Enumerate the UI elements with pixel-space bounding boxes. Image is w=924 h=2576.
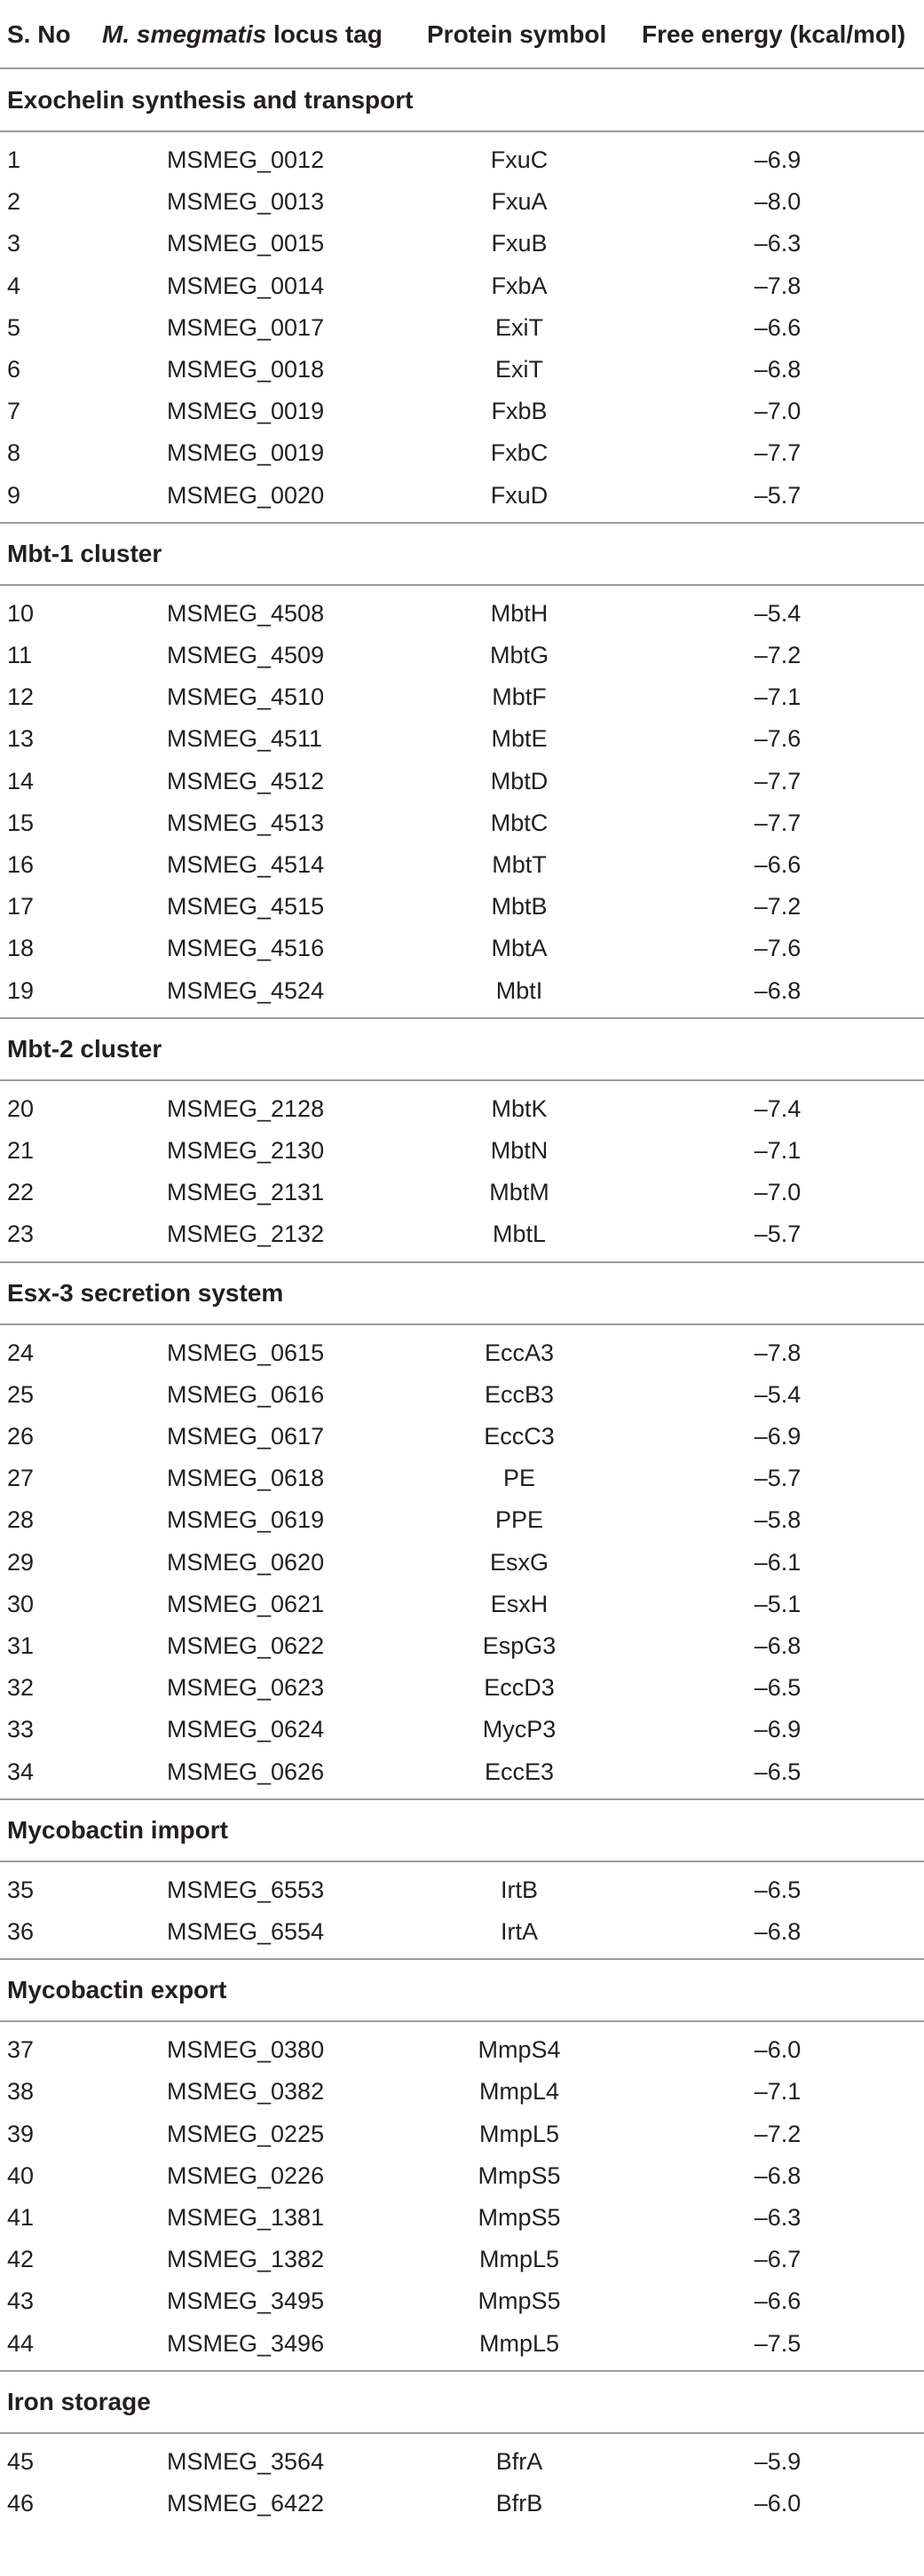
table-row bbox=[0, 2239, 924, 2280]
cell-sno: 9 bbox=[7, 481, 21, 509]
cell-locus-tag: MSMEG_3496 bbox=[167, 2329, 325, 2357]
cell-sno: 15 bbox=[7, 809, 35, 836]
cell-protein-symbol: MbtB bbox=[491, 893, 548, 921]
cell-free-energy: –6.9 bbox=[754, 1423, 802, 1450]
cell-free-energy: –5.7 bbox=[754, 481, 802, 509]
cell-free-energy: –6.9 bbox=[754, 146, 802, 173]
table-row bbox=[0, 1667, 924, 1709]
cell-free-energy: –6.0 bbox=[754, 2490, 802, 2517]
cell-sno: 8 bbox=[7, 439, 21, 467]
table-row bbox=[0, 1374, 924, 1416]
table-row bbox=[0, 718, 924, 760]
cell-protein-symbol: MmpL5 bbox=[478, 2329, 560, 2357]
table-row bbox=[0, 1499, 924, 1541]
table-row bbox=[0, 265, 924, 307]
table-row bbox=[0, 2029, 924, 2071]
cell-free-energy: –6.3 bbox=[754, 230, 802, 257]
cell-sno: 26 bbox=[7, 1423, 35, 1450]
table-row bbox=[0, 2114, 924, 2155]
table-row bbox=[0, 1332, 924, 1374]
cell-locus-tag: MSMEG_0018 bbox=[167, 356, 325, 383]
cell-free-energy: –6.5 bbox=[754, 1674, 802, 1702]
cell-free-energy: –6.7 bbox=[754, 2246, 802, 2273]
table-row bbox=[0, 2155, 924, 2197]
cell-protein-symbol: MbtF bbox=[492, 684, 547, 711]
cell-free-energy: –7.6 bbox=[754, 935, 802, 962]
cell-protein-symbol: EccB3 bbox=[484, 1380, 555, 1408]
cell-protein-symbol: MycP3 bbox=[482, 1716, 557, 1743]
cell-protein-symbol: MmpS5 bbox=[478, 2288, 561, 2315]
cell-free-energy: –5.9 bbox=[754, 2447, 802, 2475]
cell-sno: 40 bbox=[7, 2161, 35, 2189]
cell-sno: 6 bbox=[7, 356, 21, 383]
cell-locus-tag: MSMEG_1381 bbox=[167, 2204, 325, 2231]
table-row bbox=[0, 886, 924, 928]
cell-locus-tag: MSMEG_4514 bbox=[167, 851, 325, 878]
cell-sno: 36 bbox=[7, 1918, 35, 1945]
table-row bbox=[0, 802, 924, 844]
header-locus-species: M. smegmatis bbox=[102, 20, 267, 48]
cell-sno: 23 bbox=[7, 1221, 35, 1248]
cell-protein-symbol: MbtE bbox=[491, 725, 548, 753]
cell-locus-tag: MSMEG_0380 bbox=[167, 2036, 325, 2064]
table-row bbox=[0, 181, 924, 223]
cell-protein-symbol: MbtH bbox=[490, 599, 549, 627]
cell-sno: 45 bbox=[7, 2447, 35, 2475]
cell-locus-tag: MSMEG_3564 bbox=[167, 2447, 325, 2475]
cell-sno: 22 bbox=[7, 1179, 35, 1206]
cell-protein-symbol: MmpL5 bbox=[478, 2120, 560, 2147]
table-row bbox=[0, 432, 924, 474]
cell-sno: 30 bbox=[7, 1590, 35, 1617]
table-row bbox=[0, 1130, 924, 1172]
cell-free-energy: –5.8 bbox=[754, 1506, 802, 1534]
cell-locus-tag: MSMEG_6553 bbox=[167, 1876, 325, 1903]
cell-free-energy: –7.5 bbox=[754, 2329, 802, 2357]
cell-locus-tag: MSMEG_0619 bbox=[167, 1506, 325, 1534]
cell-locus-tag: MSMEG_0020 bbox=[167, 481, 325, 509]
cell-sno: 39 bbox=[7, 2120, 35, 2147]
cell-locus-tag: MSMEG_2130 bbox=[167, 1137, 325, 1164]
cell-free-energy: –6.8 bbox=[754, 976, 802, 1004]
cell-free-energy: –6.8 bbox=[754, 356, 802, 383]
table-header bbox=[0, 0, 924, 69]
cell-locus-tag: MSMEG_0616 bbox=[167, 1380, 325, 1408]
cell-free-energy: –6.5 bbox=[754, 1758, 802, 1785]
table-row bbox=[0, 1213, 924, 1255]
rule-line bbox=[0, 2432, 924, 2434]
cell-protein-symbol: BfrA bbox=[495, 2447, 543, 2475]
cell-free-energy: –8.0 bbox=[754, 188, 802, 216]
cell-protein-symbol: EspG3 bbox=[482, 1632, 557, 1659]
cell-locus-tag: MSMEG_0017 bbox=[167, 313, 325, 341]
cell-sno: 1 bbox=[7, 146, 21, 173]
cell-locus-tag: MSMEG_4524 bbox=[167, 976, 325, 1004]
cell-sno: 42 bbox=[7, 2246, 35, 2273]
cell-protein-symbol: EccA3 bbox=[484, 1339, 555, 1366]
section-heading: Esx-3 secretion system bbox=[7, 1278, 284, 1307]
cell-protein-symbol: MbtT bbox=[492, 851, 547, 878]
table-row bbox=[0, 1542, 924, 1584]
cell-locus-tag: MSMEG_2128 bbox=[167, 1094, 325, 1122]
cell-sno: 38 bbox=[7, 2078, 35, 2106]
table-row bbox=[0, 1088, 924, 1130]
cell-locus-tag: MSMEG_3495 bbox=[167, 2288, 325, 2315]
cell-protein-symbol: FxuA bbox=[491, 188, 548, 216]
cell-locus-tag: MSMEG_0226 bbox=[167, 2161, 325, 2189]
cell-sno: 19 bbox=[7, 976, 35, 1004]
cell-free-energy: –6.8 bbox=[754, 1632, 802, 1659]
cell-free-energy: –7.7 bbox=[754, 439, 802, 467]
cell-protein-symbol: ExiT bbox=[495, 356, 543, 383]
cell-protein-symbol: MmpL5 bbox=[478, 2246, 560, 2273]
cell-locus-tag: MSMEG_0615 bbox=[167, 1339, 325, 1366]
cell-protein-symbol: BfrB bbox=[495, 2490, 543, 2517]
cell-free-energy: –6.8 bbox=[754, 1918, 802, 1945]
cell-protein-symbol: PE bbox=[502, 1465, 536, 1492]
rule-line bbox=[0, 2020, 924, 2022]
cell-sno: 7 bbox=[7, 398, 21, 425]
cell-sno: 27 bbox=[7, 1465, 35, 1492]
table-row bbox=[0, 1869, 924, 1911]
cell-locus-tag: MSMEG_0624 bbox=[167, 1716, 325, 1743]
cell-locus-tag: MSMEG_4508 bbox=[167, 599, 325, 627]
section-heading: Mycobactin import bbox=[7, 1815, 228, 1844]
cell-free-energy: –7.2 bbox=[754, 2120, 802, 2147]
cell-locus-tag: MSMEG_0015 bbox=[167, 230, 325, 257]
cell-sno: 28 bbox=[7, 1506, 35, 1534]
cell-protein-symbol: MmpS5 bbox=[478, 2161, 561, 2189]
cell-protein-symbol: FxuB bbox=[491, 230, 548, 257]
table-row bbox=[0, 635, 924, 676]
table-row bbox=[0, 844, 924, 886]
cell-free-energy: –7.1 bbox=[754, 1137, 802, 1164]
cell-free-energy: –7.0 bbox=[754, 1179, 802, 1206]
cell-sno: 10 bbox=[7, 599, 35, 627]
cell-free-energy: –6.6 bbox=[754, 2288, 802, 2315]
rule-line bbox=[0, 584, 924, 586]
cell-free-energy: –5.7 bbox=[754, 1221, 802, 1248]
cell-locus-tag: MSMEG_0225 bbox=[167, 2120, 325, 2147]
cell-protein-symbol: MbtK bbox=[491, 1094, 548, 1122]
cell-protein-symbol: FxuC bbox=[490, 146, 549, 173]
header-locus-suffix: locus tag bbox=[266, 20, 383, 48]
cell-free-energy: –7.7 bbox=[754, 767, 802, 794]
cell-protein-symbol: FxbA bbox=[491, 272, 548, 299]
cell-locus-tag: MSMEG_0014 bbox=[167, 272, 325, 299]
table-row bbox=[0, 223, 924, 265]
cell-sno: 43 bbox=[7, 2288, 35, 2315]
table-row bbox=[0, 2323, 924, 2365]
cell-locus-tag: MSMEG_0019 bbox=[167, 398, 325, 425]
cell-sno: 46 bbox=[7, 2490, 35, 2517]
table-row bbox=[0, 1172, 924, 1213]
cell-protein-symbol: EsxG bbox=[489, 1548, 549, 1576]
cell-free-energy: –5.7 bbox=[754, 1465, 802, 1492]
cell-free-energy: –7.8 bbox=[754, 1339, 802, 1366]
cell-locus-tag: MSMEG_2131 bbox=[167, 1179, 325, 1206]
table-row bbox=[0, 1751, 924, 1793]
cell-protein-symbol: MmpL4 bbox=[478, 2078, 560, 2106]
cell-sno: 24 bbox=[7, 1339, 35, 1366]
cell-sno: 14 bbox=[7, 767, 35, 794]
cell-protein-symbol: FxuD bbox=[490, 481, 549, 509]
cell-protein-symbol: EccC3 bbox=[484, 1423, 555, 1450]
cell-locus-tag: MSMEG_0617 bbox=[167, 1423, 325, 1450]
cell-protein-symbol: MbtA bbox=[491, 935, 548, 962]
cell-locus-tag: MSMEG_6554 bbox=[167, 1918, 325, 1945]
header-locus-tag bbox=[102, 0, 383, 69]
table-row bbox=[0, 307, 924, 349]
cell-sno: 34 bbox=[7, 1758, 35, 1785]
cell-sno: 4 bbox=[7, 272, 21, 299]
cell-sno: 20 bbox=[7, 1094, 35, 1122]
cell-free-energy: –6.0 bbox=[754, 2036, 802, 2064]
rule-line bbox=[0, 130, 924, 132]
table-row bbox=[0, 1911, 924, 1953]
table-row bbox=[0, 928, 924, 969]
cell-free-energy: –7.2 bbox=[754, 642, 802, 668]
cell-protein-symbol: MbtL bbox=[492, 1221, 547, 1248]
cell-locus-tag: MSMEG_4515 bbox=[167, 893, 325, 921]
header-sno: S. No bbox=[7, 20, 71, 48]
cell-free-energy: –7.2 bbox=[754, 893, 802, 921]
table-row bbox=[0, 676, 924, 718]
cell-sno: 5 bbox=[7, 313, 21, 341]
cell-locus-tag: MSMEG_4512 bbox=[167, 767, 325, 794]
section-heading: Mycobactin export bbox=[7, 1976, 227, 2004]
header-free-energy: Free energy (kcal/mol) bbox=[642, 20, 906, 48]
cell-protein-symbol: PPE bbox=[494, 1506, 544, 1534]
cell-locus-tag: MSMEG_4511 bbox=[167, 725, 323, 753]
cell-sno: 18 bbox=[7, 935, 35, 962]
cell-free-energy: –6.5 bbox=[754, 1876, 802, 1903]
cell-free-energy: –7.6 bbox=[754, 725, 802, 753]
cell-locus-tag: MSMEG_0621 bbox=[167, 1590, 325, 1617]
cell-sno: 12 bbox=[7, 684, 35, 711]
cell-free-energy: –7.1 bbox=[754, 684, 802, 711]
cell-sno: 31 bbox=[7, 1632, 35, 1659]
table-row bbox=[0, 1584, 924, 1625]
table-row bbox=[0, 593, 924, 635]
cell-locus-tag: MSMEG_0382 bbox=[167, 2078, 325, 2106]
cell-protein-symbol: MbtI bbox=[495, 976, 543, 1004]
cell-protein-symbol: MbtC bbox=[490, 809, 549, 836]
cell-sno: 11 bbox=[7, 642, 33, 668]
cell-free-energy: –5.1 bbox=[754, 1590, 802, 1617]
cell-locus-tag: MSMEG_0620 bbox=[167, 1548, 325, 1576]
cell-locus-tag: MSMEG_4509 bbox=[167, 642, 325, 668]
cell-protein-symbol: FxbC bbox=[490, 439, 549, 467]
cell-protein-symbol: MmpS4 bbox=[478, 2036, 561, 2064]
cell-sno: 33 bbox=[7, 1716, 35, 1743]
cell-free-energy: –7.8 bbox=[754, 272, 802, 299]
table-row bbox=[0, 1416, 924, 1458]
cell-free-energy: –6.8 bbox=[754, 2161, 802, 2189]
rule-line bbox=[0, 1079, 924, 1081]
cell-protein-symbol: MbtD bbox=[490, 767, 549, 794]
cell-sno: 2 bbox=[7, 188, 21, 216]
cell-locus-tag: MSMEG_1382 bbox=[167, 2246, 325, 2273]
cell-sno: 37 bbox=[7, 2036, 35, 2064]
cell-sno: 35 bbox=[7, 1876, 35, 1903]
cell-sno: 41 bbox=[7, 2204, 35, 2231]
cell-locus-tag: MSMEG_0623 bbox=[167, 1674, 325, 1702]
cell-sno: 21 bbox=[7, 1137, 35, 1164]
cell-locus-tag: MSMEG_0618 bbox=[167, 1465, 325, 1492]
cell-locus-tag: MSMEG_0622 bbox=[167, 1632, 325, 1659]
cell-protein-symbol: EccE3 bbox=[484, 1758, 555, 1785]
section-heading: Mbt-1 cluster bbox=[7, 539, 162, 567]
rule-line bbox=[0, 1324, 924, 1325]
cell-protein-symbol: ExiT bbox=[495, 313, 543, 341]
cell-free-energy: –6.3 bbox=[754, 2204, 802, 2231]
cell-protein-symbol: MbtG bbox=[489, 642, 549, 668]
table-row bbox=[0, 349, 924, 391]
cell-sno: 17 bbox=[7, 893, 35, 921]
table-row bbox=[0, 139, 924, 181]
cell-free-energy: –6.1 bbox=[754, 1548, 802, 1576]
cell-sno: 29 bbox=[7, 1548, 35, 1576]
table-row bbox=[0, 970, 924, 1012]
cell-sno: 16 bbox=[7, 851, 35, 878]
cell-free-energy: –5.4 bbox=[754, 1380, 802, 1408]
table-row bbox=[0, 391, 924, 432]
section-heading: Exochelin synthesis and transport bbox=[7, 86, 414, 114]
cell-free-energy: –5.4 bbox=[754, 599, 802, 627]
table-row bbox=[0, 2483, 924, 2525]
cell-protein-symbol: EccD3 bbox=[484, 1674, 555, 1702]
header-protein-symbol: Protein symbol bbox=[427, 20, 607, 48]
table-row bbox=[0, 1458, 924, 1499]
cell-protein-symbol: MmpS5 bbox=[478, 2204, 561, 2231]
rule-line bbox=[0, 1861, 924, 1862]
cell-free-energy: –7.7 bbox=[754, 809, 802, 836]
cell-sno: 25 bbox=[7, 1380, 35, 1408]
table-row bbox=[0, 1709, 924, 1750]
cell-protein-symbol: FxbB bbox=[491, 398, 548, 425]
cell-locus-tag: MSMEG_4510 bbox=[167, 684, 325, 711]
cell-locus-tag: MSMEG_4513 bbox=[167, 809, 325, 836]
table-row bbox=[0, 2441, 924, 2483]
table-row bbox=[0, 2071, 924, 2113]
table-row bbox=[0, 1625, 924, 1667]
cell-free-energy: –7.0 bbox=[754, 398, 802, 425]
cell-sno: 3 bbox=[7, 230, 21, 257]
cell-free-energy: –6.9 bbox=[754, 1716, 802, 1743]
cell-locus-tag: MSMEG_0019 bbox=[167, 439, 325, 467]
cell-locus-tag: MSMEG_6422 bbox=[167, 2490, 325, 2517]
table-row bbox=[0, 475, 924, 517]
table-row bbox=[0, 2280, 924, 2322]
cell-protein-symbol: IrtB bbox=[500, 1876, 539, 1903]
cell-free-energy: –6.6 bbox=[754, 851, 802, 878]
cell-locus-tag: MSMEG_2132 bbox=[167, 1221, 325, 1248]
cell-free-energy: –7.1 bbox=[754, 2078, 802, 2106]
cell-protein-symbol: IrtA bbox=[500, 1918, 539, 1945]
cell-locus-tag: MSMEG_0012 bbox=[167, 146, 325, 173]
section-heading: Iron storage bbox=[7, 2387, 151, 2415]
cell-locus-tag: MSMEG_0626 bbox=[167, 1758, 325, 1785]
cell-protein-symbol: MbtN bbox=[490, 1137, 549, 1164]
cell-protein-symbol: EsxH bbox=[490, 1590, 549, 1617]
cell-sno: 44 bbox=[7, 2329, 35, 2357]
section-heading: Mbt-2 cluster bbox=[7, 1034, 162, 1063]
cell-free-energy: –6.6 bbox=[754, 313, 802, 341]
cell-protein-symbol: MbtM bbox=[489, 1179, 549, 1206]
cell-locus-tag: MSMEG_4516 bbox=[167, 935, 325, 962]
cell-sno: 32 bbox=[7, 1674, 35, 1702]
cell-sno: 13 bbox=[7, 725, 35, 753]
cell-free-energy: –7.4 bbox=[754, 1094, 802, 1122]
table-row bbox=[0, 761, 924, 802]
cell-locus-tag: MSMEG_0013 bbox=[167, 188, 325, 216]
table-row bbox=[0, 2197, 924, 2239]
